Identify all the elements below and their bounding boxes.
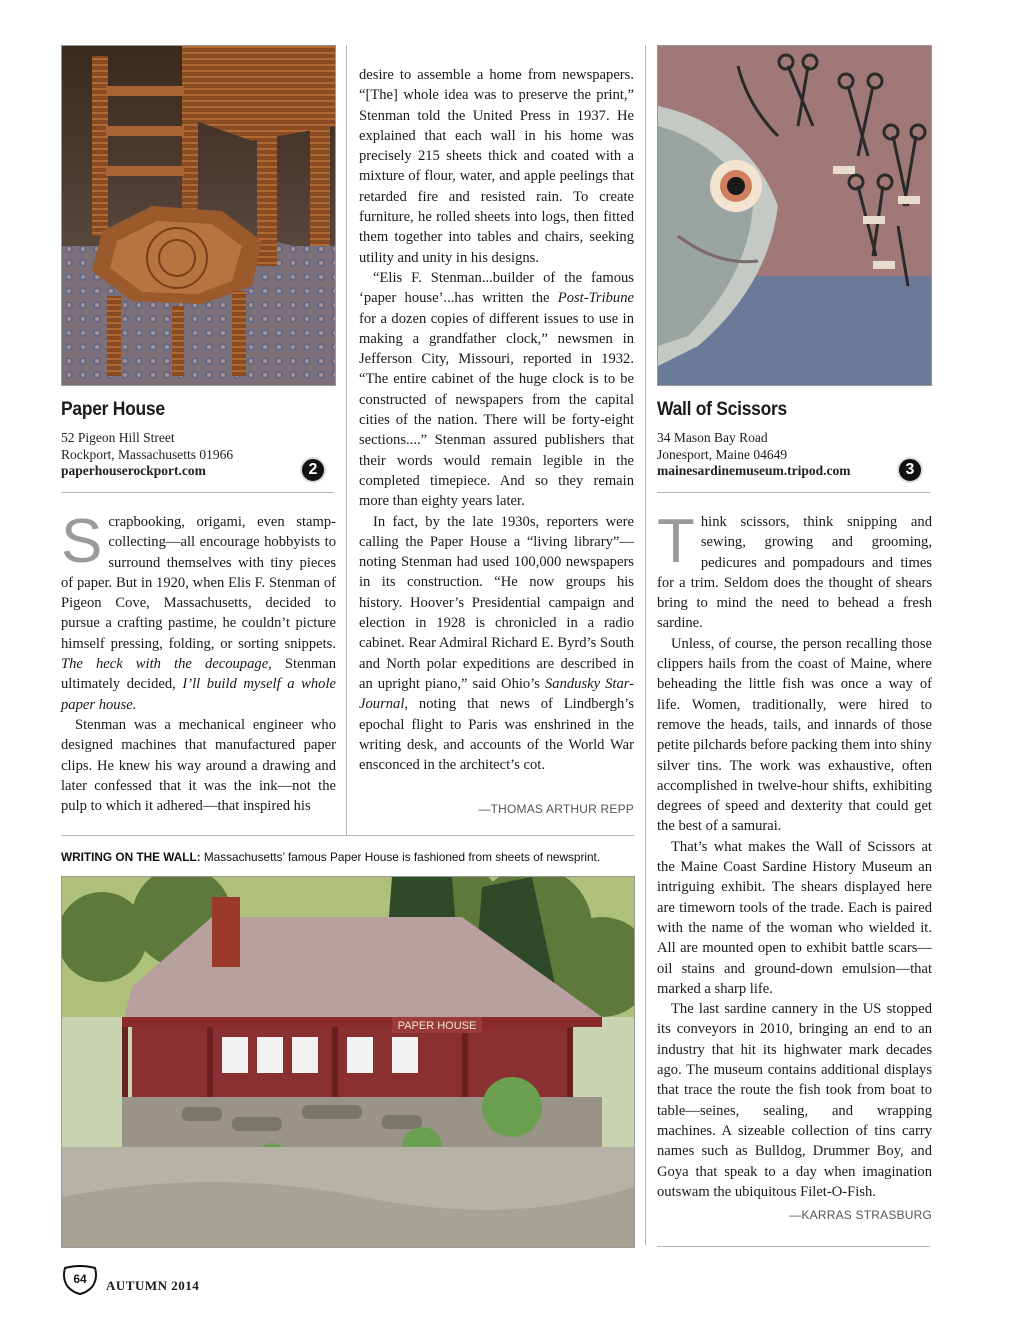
paper-house-sign: PAPER HOUSE [397, 1020, 477, 1032]
sardine-scissors-illustration [658, 46, 931, 385]
article-paragraph: In fact, by the late 1930s, reporters were calling the Paper House a “living library”—noting Stenman had used 100,000 newspapers in its construction. “He now groups his history. Hoover’s Presidential campaign and election in 1928 is chronicled in a radio cabinet. Rear Admiral Richard E. Byrd’s South and North polar expeditions are described in an upright piano,” said Ohio’s Sandusky Star-Journal, noting that news of Lindbergh’s epochal flight to Paris was enshrined in the writing desk, and accounts of the World War ensconced in the architect’s cot. [359, 513, 634, 774]
article-paragraph: That’s what makes the Wall of Scissors at the Maine Coast Sardine History Museum an intriguing exhibit. The shears displayed here are timeworn tools of the trade. Each is paired with the name of the woman who wielded it. All are mounted open to exhibit battle scars—oil stains and ground-down emulsion—that marked a sharp life. [657, 838, 932, 997]
figure-caption-lead: WRITING ON THE WALL: [61, 850, 201, 864]
sidebar-left-divider [61, 492, 334, 493]
address-city: Rockport, Massachusetts 01966 [61, 446, 234, 462]
address-city: Jonesport, Maine 04649 [657, 446, 788, 462]
paper-house-article-col2 [359, 65, 634, 775]
article-paragraph: Unless, of course, the person recalling those clippers hails from the coast of Maine, where beheading the little fish was once a way of life. Women, traditionally, were hired to remove the heads, tails, and innards of those petite pilchards before packing them into shiny silver tins. The work was exhaustive, often accomplished in twelve-hour shifts, exhibiting degrees of speed and dexterity that could get the best of a samurai. [657, 635, 932, 835]
paper-chair-photo [61, 45, 336, 386]
column-rule-right [645, 45, 646, 1245]
article-paragraph: Scrapbooking, origami, even stamp-collecting—all encourage hobbyists to surround themselves with tiny pieces of paper. But in 1920, when Elis F. Stenman of Pigeon Cove, Massachusetts, decided to pursue a crafting pastime, he couldn’t picture himself pressing, folding, or sorting snippets. The heck with the decoupage, Stenman ultimately decided, I’ll build myself a whole paper house. [61, 507, 336, 713]
address-street: 52 Pigeon Hill Street [61, 430, 175, 445]
wall-of-scissors-photo [657, 45, 932, 386]
wall-of-scissors-title: Wall of Scissors [657, 399, 787, 420]
figure-caption-text: Massachusetts’ famous Paper House is fashioned from sheets of newsprint. [200, 850, 601, 864]
figure-top-rule [61, 835, 634, 836]
paper-house-article-col1 [61, 507, 336, 816]
location-badge-2: 2 [300, 457, 326, 483]
drop-cap: S [61, 507, 103, 576]
sidebar-right-divider [657, 492, 930, 493]
paper-house-photo [61, 876, 635, 1248]
article-paragraph: Stenman was a mechanical engineer who designed machines that manufactured paper clips. He knew his way around a drawing and later confessed that it was the ink—not the pulp to which it adhered—that inspired his [61, 716, 336, 815]
column-rule-left [346, 45, 347, 835]
byline-thomas-repp: —THOMAS ARTHUR REPP [478, 802, 634, 816]
article-paragraph: The last sardine cannery in the US stopped its conveyors in 2010, bringing an end to an industry that hit its highwater mark decades ago. The museum contains additional displays that trace the route the fish took from boat to table—seines, sealing, and wrapping machines. A sizeable collection of tins carry names such as Bulldog, Drummer Boy, and Goya that speak to a day when imagination outswam the ubiquitous Filet-O-Fish. [657, 1001, 932, 1200]
right-column-bottom-rule [657, 1246, 930, 1247]
wall-of-scissors-address [657, 430, 907, 480]
paper-house-url[interactable]: paperhouserockport.com [61, 463, 206, 478]
location-badge-3: 3 [897, 457, 923, 483]
wall-of-scissors-article [657, 507, 932, 1202]
issue-label: AUTUMN 2014 [106, 1278, 200, 1293]
figure-caption [61, 850, 641, 864]
paper-house-illustration [62, 877, 634, 1247]
article-paragraph: Think scissors, think snipping and sewing, growing and grooming, pedicures and pompadours and times for a trim. Seldom does the thought of shears bring to mind the need to behead a fresh sardine. [657, 507, 932, 632]
wall-of-scissors-url[interactable]: mainesardinemuseum.tripod.com [657, 463, 851, 478]
paper-chair-illustration [62, 46, 335, 385]
drop-cap: T [657, 507, 695, 576]
paper-house-title: Paper House [61, 399, 165, 420]
article-paragraph: desire to assemble a home from newspapers. “[The] whole idea was to preserve the print,” Stenman told the United Press in 1937. He explained that each wall in his home was precisely 215 sheets thick and coated with a mixture of flour, water, and apple peelings that retarded fire and resisted rain. To create furniture, he rolled sheets into logs, then fitted them together into tables and chairs, seeking utility and unity in his designs. [359, 67, 634, 266]
address-street: 34 Mason Bay Road [657, 430, 768, 445]
page-number: 64 [73, 1272, 87, 1286]
route-shield-icon [62, 1265, 98, 1295]
article-paragraph: “Elis F. Stenman...builder of the famous ‘paper house’...has written the Post-Tribune for a dozen copies of different issues to use in making a grandfather clock,” newsmen in Jefferson City, Missouri, reported in 1932. “The entire cabinet of the huge clock is to be constructed of newspapers from the capital cities of the nation. There will be forty-eight sections....” Stenman assured publishers that their words would remain legible in the completed timepiece. And so they remain more than eighty years later. [359, 269, 634, 510]
paper-house-address [61, 430, 311, 480]
byline-karras-strasburg: —KARRAS STRASBURG [789, 1208, 932, 1222]
